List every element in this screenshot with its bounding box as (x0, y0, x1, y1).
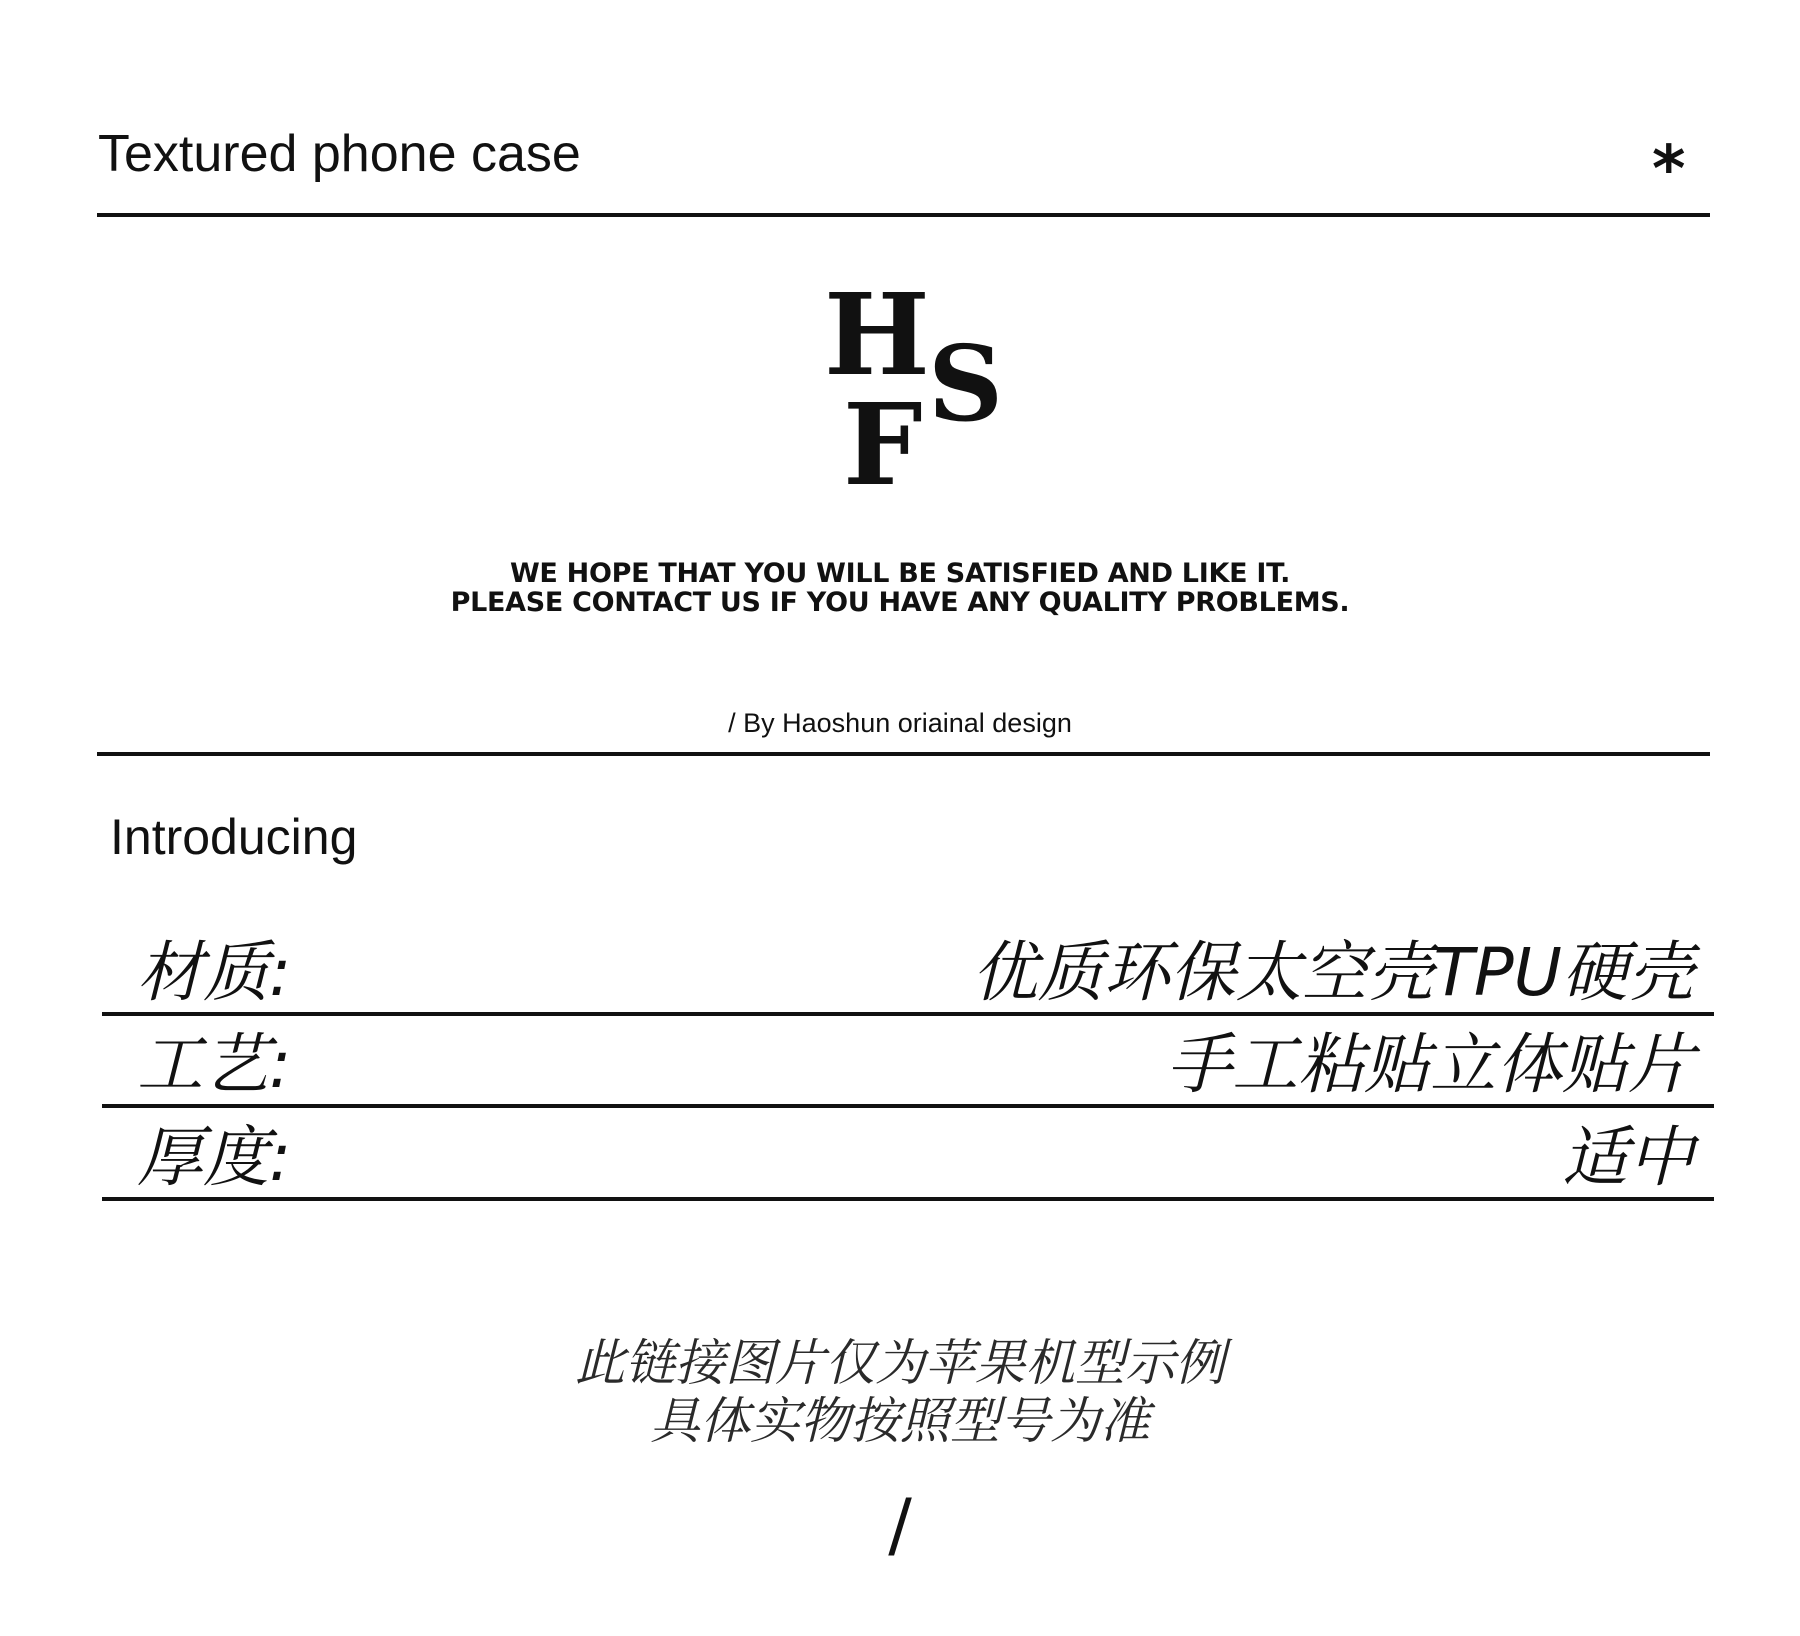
spec-divider (102, 1012, 1714, 1016)
top-divider (97, 213, 1710, 217)
spec-label: 厚度: (137, 1119, 292, 1196)
page-title: Textured phone case (98, 125, 581, 183)
spec-label: 工艺: (137, 1026, 292, 1103)
notice-line-2: 具体实物按照型号为准 (650, 1392, 1150, 1450)
brand-logo (818, 270, 1008, 511)
logo-letter-s: S (928, 322, 1004, 445)
logo-letter-f: F (843, 380, 923, 511)
spec-value: 手工粘贴立体贴片 (1166, 1026, 1694, 1103)
spec-label: 材质: (137, 934, 292, 1011)
spec-value: 优质环保太空壳TPU硬壳 (971, 934, 1694, 1011)
notice-line-1: 此链接图片仅为苹果机型示例 (575, 1334, 1225, 1392)
logo-letter-h: H (824, 270, 930, 401)
footer-slash: / (888, 1484, 912, 1566)
middle-divider (97, 752, 1710, 756)
byline: / By Haoshun oriainal design (728, 708, 1072, 738)
spec-value: 适中 (1562, 1119, 1694, 1196)
slogan-line-1: WE HOPE THAT YOU WILL BE SATISFIED AND LIKE IT. (509, 558, 1291, 589)
spec-divider (102, 1197, 1714, 1201)
asterisk-icon: * (1652, 133, 1686, 207)
spec-divider (102, 1104, 1714, 1108)
intro-heading: Introducing (110, 809, 358, 865)
spec-row-thickness (102, 1115, 1714, 1197)
slogan-line-2: PLEASE CONTACT US IF YOU HAVE ANY QUALITY PROBLEMS. (450, 587, 1350, 618)
spec-row-craft (102, 1022, 1714, 1104)
spec-row-material (102, 930, 1714, 1012)
